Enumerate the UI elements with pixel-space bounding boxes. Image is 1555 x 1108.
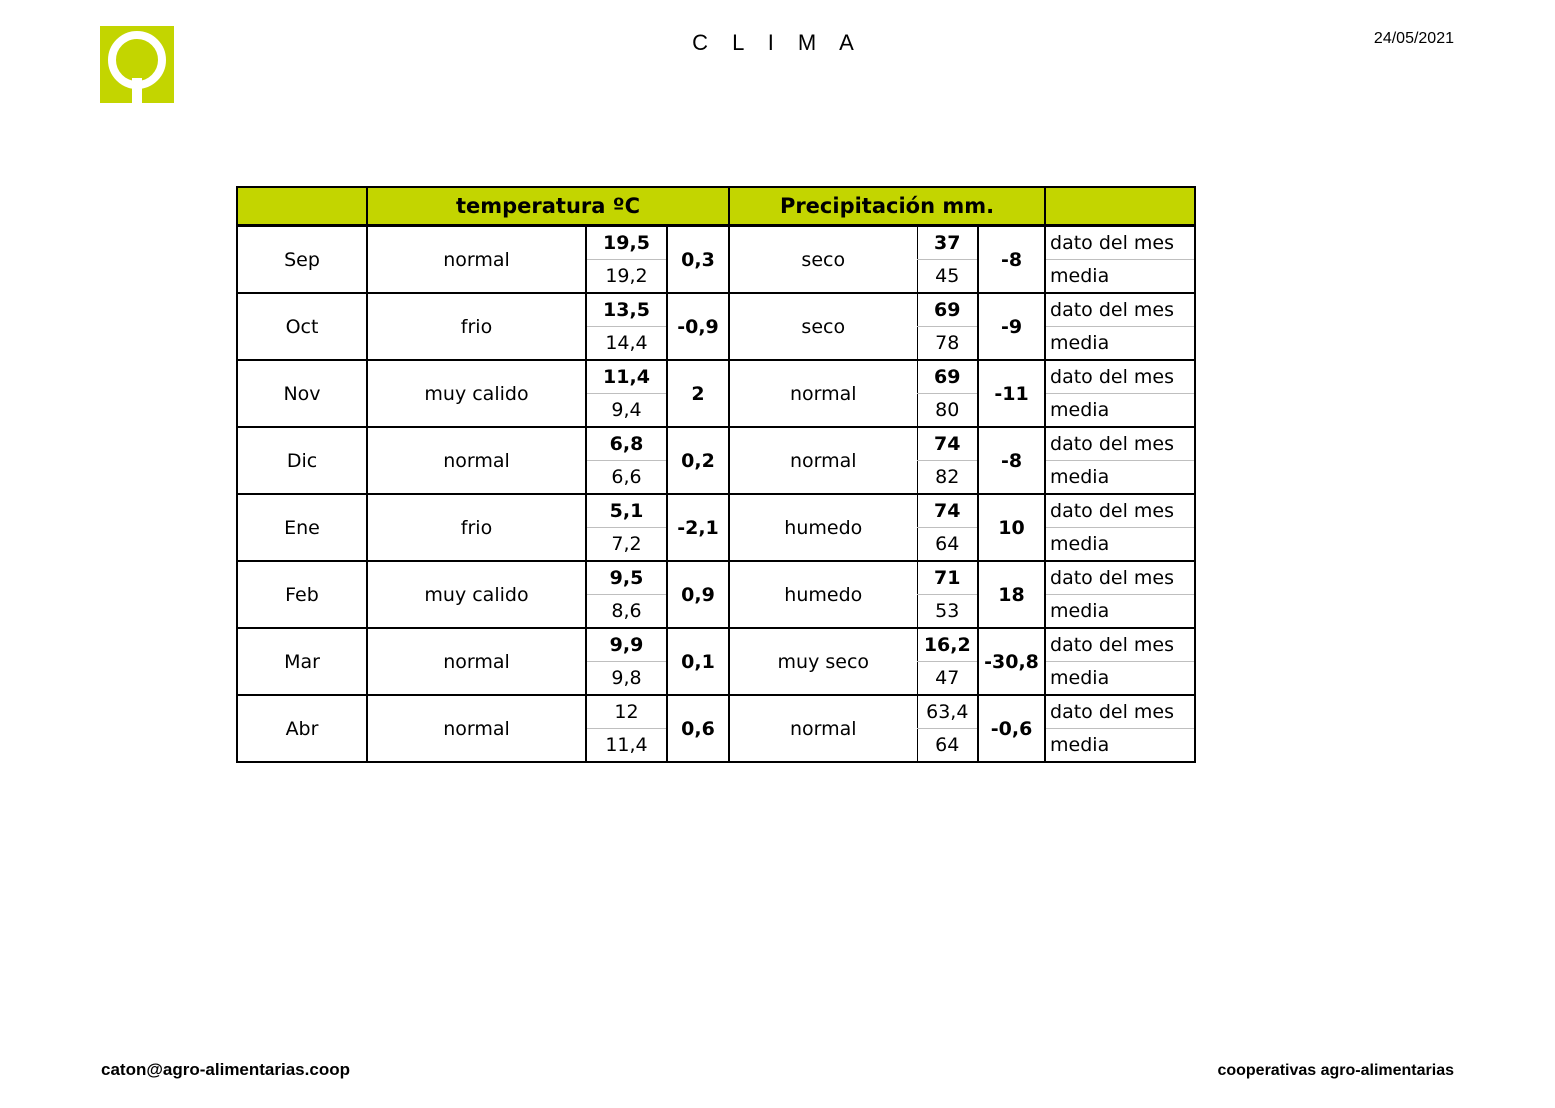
precipitation-class-cell: seco — [729, 293, 917, 360]
table-header-row — [237, 187, 1195, 226]
precipitation-average-value: 64 — [917, 528, 978, 562]
precipitation-class-cell: muy seco — [729, 628, 917, 695]
temperature-class-cell: frio — [367, 293, 586, 360]
temperature-month-value: 12 — [586, 695, 667, 729]
temperature-diff-cell: 0,3 — [667, 226, 729, 294]
precipitation-average-value: 53 — [917, 595, 978, 629]
month-cell: Feb — [237, 561, 367, 628]
temperature-month-value: 13,5 — [586, 293, 667, 327]
temperature-class-cell: normal — [367, 695, 586, 762]
temperature-average-value: 14,4 — [586, 327, 667, 361]
table-row — [237, 226, 1195, 260]
label-average-cell: media — [1045, 394, 1195, 428]
precipitation-diff-cell: -9 — [978, 293, 1045, 360]
table-row — [237, 494, 1195, 528]
precipitation-diff-cell: 18 — [978, 561, 1045, 628]
precipitation-class-cell: normal — [729, 360, 917, 427]
temperature-month-value: 9,5 — [586, 561, 667, 595]
header-temperature: temperatura ºC — [367, 187, 729, 226]
month-cell: Oct — [237, 293, 367, 360]
precipitation-average-value: 47 — [917, 662, 978, 696]
table-row — [237, 695, 1195, 729]
report-date: 24/05/2021 — [1373, 30, 1454, 47]
month-cell: Mar — [237, 628, 367, 695]
precipitation-average-value: 45 — [917, 260, 978, 294]
label-month-cell: dato del mes — [1045, 360, 1195, 394]
label-average-cell: media — [1045, 729, 1195, 763]
precipitation-month-value: 74 — [917, 494, 978, 528]
label-month-cell: dato del mes — [1045, 293, 1195, 327]
temperature-average-value: 9,4 — [586, 394, 667, 428]
label-month-cell: dato del mes — [1045, 427, 1195, 461]
precipitation-diff-cell: 10 — [978, 494, 1045, 561]
header-precipitation: Precipitación mm. — [729, 187, 1045, 226]
temperature-diff-cell: 0,6 — [667, 695, 729, 762]
label-average-cell: media — [1045, 327, 1195, 361]
precipitation-class-cell: seco — [729, 226, 917, 294]
temperature-class-cell: normal — [367, 226, 586, 294]
temperature-diff-cell: 0,9 — [667, 561, 729, 628]
precipitation-average-value: 80 — [917, 394, 978, 428]
label-month-cell: dato del mes — [1045, 628, 1195, 662]
precipitation-average-value: 78 — [917, 327, 978, 361]
precipitation-class-cell: normal — [729, 695, 917, 762]
precipitation-month-value: 69 — [917, 293, 978, 327]
label-average-cell: media — [1045, 461, 1195, 495]
table-row — [237, 293, 1195, 327]
temperature-class-cell: muy calido — [367, 561, 586, 628]
table-row — [237, 561, 1195, 595]
month-cell: Nov — [237, 360, 367, 427]
label-average-cell: media — [1045, 260, 1195, 294]
temperature-diff-cell: 2 — [667, 360, 729, 427]
header-month — [237, 187, 367, 226]
temperature-month-value: 11,4 — [586, 360, 667, 394]
precipitation-month-value: 16,2 — [917, 628, 978, 662]
temperature-class-cell: muy calido — [367, 360, 586, 427]
temperature-diff-cell: -2,1 — [667, 494, 729, 561]
temperature-class-cell: normal — [367, 427, 586, 494]
climate-table — [236, 186, 1196, 763]
temperature-class-cell: normal — [367, 628, 586, 695]
temperature-month-value: 19,5 — [586, 226, 667, 260]
table-row — [237, 427, 1195, 461]
label-month-cell: dato del mes — [1045, 695, 1195, 729]
precipitation-month-value: 71 — [917, 561, 978, 595]
table-row — [237, 628, 1195, 662]
label-month-cell: dato del mes — [1045, 494, 1195, 528]
temperature-average-value: 7,2 — [586, 528, 667, 562]
temperature-diff-cell: 0,1 — [667, 628, 729, 695]
month-cell: Sep — [237, 226, 367, 294]
temperature-month-value: 6,8 — [586, 427, 667, 461]
footer-email: caton@agro-alimentarias.coop — [101, 1060, 350, 1079]
label-average-cell: media — [1045, 595, 1195, 629]
precipitation-average-value: 64 — [917, 729, 978, 763]
precipitation-diff-cell: -0,6 — [978, 695, 1045, 762]
precipitation-class-cell: humedo — [729, 561, 917, 628]
precipitation-month-value: 74 — [917, 427, 978, 461]
precipitation-diff-cell: -8 — [978, 226, 1045, 294]
temperature-diff-cell: 0,2 — [667, 427, 729, 494]
label-month-cell: dato del mes — [1045, 561, 1195, 595]
month-cell: Dic — [237, 427, 367, 494]
precipitation-diff-cell: -8 — [978, 427, 1045, 494]
label-month-cell: dato del mes — [1045, 226, 1195, 260]
precipitation-class-cell: humedo — [729, 494, 917, 561]
precipitation-class-cell: normal — [729, 427, 917, 494]
temperature-diff-cell: -0,9 — [667, 293, 729, 360]
temperature-average-value: 9,8 — [586, 662, 667, 696]
precipitation-diff-cell: -30,8 — [978, 628, 1045, 695]
precipitation-average-value: 82 — [917, 461, 978, 495]
table-row — [237, 360, 1195, 394]
temperature-month-value: 5,1 — [586, 494, 667, 528]
temperature-average-value: 11,4 — [586, 729, 667, 763]
temperature-average-value: 8,6 — [586, 595, 667, 629]
page-title: C L I M A — [692, 30, 863, 55]
temperature-average-value: 19,2 — [586, 260, 667, 294]
label-average-cell: media — [1045, 528, 1195, 562]
label-average-cell: media — [1045, 662, 1195, 696]
precipitation-month-value: 37 — [917, 226, 978, 260]
header-label — [1045, 187, 1195, 226]
footer-organization: cooperativas agro-alimentarias — [1217, 1062, 1454, 1079]
precipitation-diff-cell: -11 — [978, 360, 1045, 427]
temperature-month-value: 9,9 — [586, 628, 667, 662]
precipitation-month-value: 69 — [917, 360, 978, 394]
temperature-class-cell: frio — [367, 494, 586, 561]
precipitation-month-value: 63,4 — [917, 695, 978, 729]
month-cell: Abr — [237, 695, 367, 762]
temperature-average-value: 6,6 — [586, 461, 667, 495]
month-cell: Ene — [237, 494, 367, 561]
